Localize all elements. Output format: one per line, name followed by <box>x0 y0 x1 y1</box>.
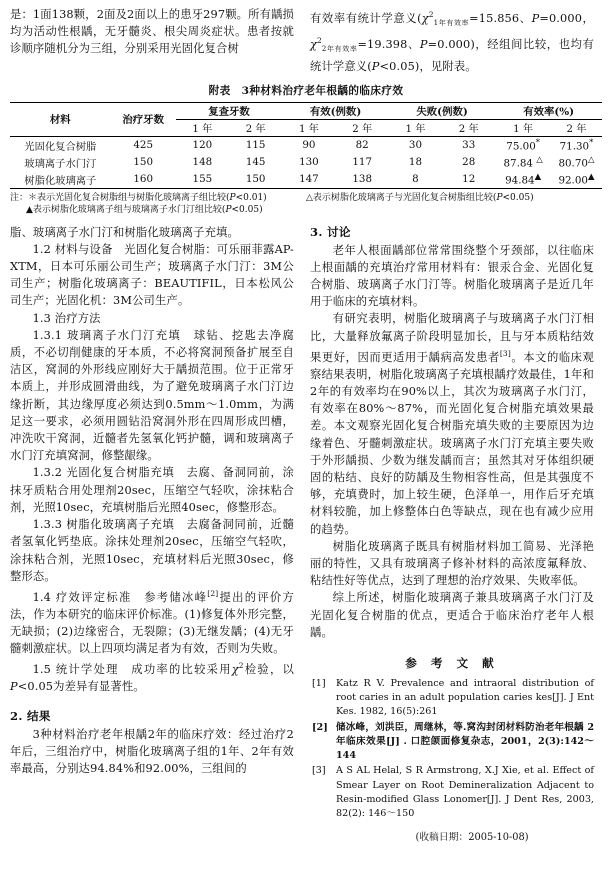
chi-square-symbol-1: χ <box>421 11 429 25</box>
cell-rate-y1 <box>495 171 551 189</box>
rate-value-y2: 71.30 <box>559 140 590 153</box>
cell-effective-y1: 147 <box>299 173 319 186</box>
section-1-5-text-b: 检验，以 <box>243 663 294 677</box>
section-1-3-heading: 1.3 治疗方法 <box>32 311 101 325</box>
section-1-2-materials: 1.2 材料与设备 光固化复合树脂：可乐丽菲露AP-XTM，日本可乐丽公司生产；玻璃离子水门汀：3M公司生产；树脂化玻璃离子：BEAUTIFIL，日本松风公司生产；光固化机：3M公司生产。 <box>10 242 294 308</box>
results-paragraph: 3种材料治疗老年根龋2年的临床疗效：经过治疗2年后，三组治疗中，树脂化玻璃离子组的1年、2年有效率最高，分别达94.84%和92.00%，三组间的 <box>10 727 294 776</box>
table-body <box>10 136 602 188</box>
rate-mark-y2: △ <box>587 154 595 165</box>
cell-failure-y1: 8 <box>412 173 419 186</box>
cell-material: 玻璃离子水门汀 <box>24 157 97 170</box>
chi-square-symbol-2: χ <box>310 37 317 51</box>
stats-text-b: =15.856、 <box>469 11 532 25</box>
section-1-5-text-c: <0.05为差异有显著性。 <box>17 680 145 694</box>
cell-recheck-y1: 120 <box>192 139 213 152</box>
clinical-results-table-block <box>10 83 602 217</box>
cell-effective-y2: 138 <box>352 173 372 186</box>
reference-number: [2] <box>312 721 328 733</box>
cell-effective-y1: 130 <box>299 156 319 169</box>
footnote-1-p: P <box>229 192 236 203</box>
footnote-3-tail: <0.05) <box>502 192 534 203</box>
rate-value-y1: 94.84 <box>505 174 535 187</box>
cell-failure-y2: 33 <box>462 139 476 152</box>
paragraph-continuation: 脂、玻璃离子水门汀和树脂化玻璃离子充填。 <box>10 225 239 239</box>
col-header-material: 材料 <box>49 114 71 127</box>
sub-header-failure-y1: 1 年 <box>405 123 426 135</box>
cell-effective-y2: 82 <box>355 139 369 152</box>
table-row <box>10 136 602 154</box>
cell-rate-y2 <box>551 154 602 171</box>
sub-header-recheck-y2: 2 年 <box>245 123 266 135</box>
table-footnote-2 <box>10 204 602 217</box>
footnote-label: 注： <box>10 192 29 203</box>
sub-header-failure-y2: 2 年 <box>458 123 479 135</box>
rate-value-y2: 92.00 <box>558 174 588 187</box>
rate-mark-y2: ▲ <box>587 171 595 182</box>
cell-recheck-y2: 150 <box>245 173 266 186</box>
received-date: (收稿日期：2005-10-08) <box>415 832 529 844</box>
discussion-paragraph-3: 树脂化玻璃离子既具有树脂材料加工简易、光泽艳丽的特性，又具有玻璃离子修补材料的高浓度氟释放、粘结性好等优点，达到了理想的治疗效果、失败率低。 <box>310 539 594 588</box>
chi-sub-1: 1年有效率 <box>433 19 470 28</box>
rate-mark-y1: ▲ <box>534 171 542 182</box>
left-intro-paragraph: 是：1面138颗，2面及2面以上的患牙297颗。所有龋损均为活动性根龋，无牙髓炎、根尖周炎症状。患者按就诊顺序随机分为三组，分别采用光固化复合树 <box>10 8 294 56</box>
cell-treated: 150 <box>133 156 154 169</box>
right-stats-paragraph <box>310 6 594 76</box>
p-value-label-4: P <box>10 680 18 694</box>
col-group-rate: 有效率(%) <box>495 102 602 119</box>
rate-mark-y2: * <box>589 137 594 148</box>
footnote-1-text: ＊表示光固化复合树脂组与树脂化玻璃离子组比较( <box>28 192 230 203</box>
sub-header-effective-y1: 1 年 <box>298 123 319 135</box>
reference-number: [1] <box>312 678 326 690</box>
top-left-column <box>10 6 294 76</box>
table-caption: 附表 3种材料治疗老年根龋的临床疗效 <box>208 84 404 97</box>
chi-square-symbol-3: χ <box>231 663 239 677</box>
stats-text-a: 有效率有统计学意义( <box>310 11 422 25</box>
reference-text: Katz R V. Prevalence and intraoral distribution of root caries in an adult population caries kes[J]. J Ent Kes. 1982, 16(5):261 <box>336 678 594 718</box>
stats-text-f: <0.05)，见附表。 <box>379 60 477 74</box>
table-footnotes <box>10 192 602 217</box>
list-item <box>310 764 594 821</box>
p-value-label-2: P <box>419 37 428 51</box>
section-1-5 <box>10 657 294 695</box>
list-item <box>310 677 594 720</box>
footnote-1-tail: <0.01) <box>235 192 267 203</box>
rate-value-y1: 87.84 <box>503 157 537 170</box>
citation-ref-3: [3] <box>499 348 511 358</box>
reference-text: A S AL Helal, S R Armstrong, X.J Xie, et al. Effect of Smear Layer on Root Demineralization Adjacent to Resin-modified Glass Lonomer[J]. J Dent Res, 2003, 82(2): 146～150 <box>336 765 594 819</box>
col-group-effective: 有效(例数) <box>282 102 389 119</box>
heading-discussion: 3. 讨论 <box>310 224 351 239</box>
section-1-4 <box>10 585 294 658</box>
references-list <box>310 677 594 821</box>
cell-effective-y1: 90 <box>302 139 316 152</box>
clinical-results-table <box>10 102 602 189</box>
left-column <box>10 224 294 843</box>
chi-exp-1: 2 <box>428 10 434 19</box>
cell-failure-y1: 30 <box>408 139 422 152</box>
cell-material: 光固化复合树脂 <box>24 140 97 153</box>
section-1-3-1: 1.3.1 玻璃离子水门汀充填 球钻、挖匙去净腐质，不必切削健康的牙本质，不必将窝洞预备扩展至自洁区，窝洞的外形线应刚好大于龋损范围。位于正常牙本质上，并形成圆滑曲线，为了避免玻璃离子水门汀边缘折断，其边缘厚度必须达到0.5mm～1.0mm，为满足这一要求，必须用圆钻沿窝洞外形在四周形成凹槽，冲洗吹干窝洞，近髓者先氢氧化钙护髓，调和玻璃离子水门汀充填窝洞，修整龈缘。 <box>10 328 294 463</box>
section-1-3-3: 1.3.3 树脂化玻璃离子充填 去腐备洞同前，近髓者氢氧化钙垫底。涂抹处理剂20sec，压缩空气轻吹，涂抹粘合剂，光照10sec，充填材料后光照30sec，修整形态。 <box>10 518 294 583</box>
cell-recheck-y2: 115 <box>245 139 266 152</box>
cell-recheck-y1: 155 <box>192 173 213 186</box>
main-body-columns <box>10 224 602 843</box>
table-row <box>10 154 602 171</box>
discussion-paragraph-4: 综上所述，树脂化玻璃离子兼具玻璃离子水门汀及光固化复合树脂的优点，更适合于临床治疗老年人根龋。 <box>310 591 594 639</box>
cell-failure-y2: 12 <box>462 173 476 186</box>
rate-value-y2: 80.70 <box>558 157 588 170</box>
cell-treated: 425 <box>133 139 154 152</box>
heading-results: 2. 结果 <box>10 708 51 723</box>
reference-number: [3] <box>312 765 326 777</box>
rate-mark-y1: * <box>535 137 540 148</box>
top-text-band <box>10 6 602 76</box>
cell-recheck-y2: 145 <box>245 156 266 169</box>
footnote-2-p: P <box>225 205 232 216</box>
stats-text-d: =19.398、 <box>357 37 420 51</box>
reference-text: 储冰峰，刘洪臣，周继林，等.窝沟封闭材料防治老年根龋 2 年临床效果[J] . 口腔颌面修复杂志，2001，2(3):142～144 <box>336 721 594 762</box>
citation-ref-2: [2] <box>207 588 219 598</box>
cell-treated: 160 <box>133 173 154 186</box>
col-group-recheck: 复查牙数 <box>176 102 283 119</box>
cell-failure-y1: 18 <box>408 156 422 169</box>
p-value-label-3: P <box>371 60 380 74</box>
discussion-2-text-a: 有研究表明，树脂化玻璃离子与玻璃离子水门汀相比，大量释放氟离子阶段明显加长，且与牙本质粘结效果更好，因而更适用于龋病高发患者 <box>310 312 594 364</box>
sub-header-effective-y2: 2 年 <box>352 123 373 135</box>
footnote-3-p: P <box>496 192 503 203</box>
sub-header-rate-y2: 2 年 <box>566 123 587 135</box>
section-1-5-text-a: 1.5 统计学处理 成功率的比较采用 <box>32 663 232 677</box>
sub-header-recheck-y1: 1 年 <box>192 123 213 135</box>
section-1-4-text-a: 1.4 疗效评定标准 参考储冰峰 <box>32 590 208 604</box>
cell-rate-y1 <box>495 136 551 154</box>
cell-rate-y1 <box>495 154 551 171</box>
p-value-label-1: P <box>531 11 540 25</box>
sub-header-rate-y1: 1 年 <box>513 123 534 135</box>
cell-rate-y2 <box>551 136 602 154</box>
top-right-column <box>310 6 594 76</box>
footnote-2-tail: <0.05) <box>231 205 263 216</box>
rate-value-y1: 75.00 <box>506 140 536 153</box>
footnote-3-text: △表示树脂化玻璃离子与光固化复合树脂组比较( <box>306 192 497 203</box>
cell-material: 树脂化玻璃离子 <box>24 174 97 187</box>
discussion-paragraph-1: 老年人根面龋部位常常围绕整个牙颈部，以往临床上根面龋的充填治疗常用材料有：银汞合金、光固化复合树脂、玻璃离子水门汀等。树脂化玻璃离子是近几年用于临床的充填材料。 <box>310 243 594 309</box>
discussion-2-text-b: 。本文的临床观察结果表明，树脂化玻璃离子充填根龋疗效最佳，1年和2年的有效率均在90%以上，其次为玻璃离子水门汀，有效率在80%～87%，而光固化复合树脂充填效果最差。本文观察光固化复合树脂充填失败的主要原因为边缘着色、牙髓刺激症状。玻璃离子水门汀充填主要失败于外形龋损、少数为继发龋而言；虽然其对牙体组织硬固的粘结、良好的防龋及生物相容性高，但是其强度不够，充填费时，加上较生硬，色泽单一，用作后牙充填材料较脆，加上修整体白色等缺点，现在也有减少应用的趋势。 <box>310 350 594 536</box>
section-1-3-2: 1.3.2 光固化复合树脂充填 去腐、备洞同前，涂抹牙质粘合用处理剂20sec，压缩空气轻吹，涂抹粘合剂，光照10sec，充填树脂后光照40sec，修整形态。 <box>10 466 294 514</box>
footnote-2-text: ▲表示树脂化玻璃离子组与玻璃离子水门汀组比较( <box>26 205 226 216</box>
cell-rate-y2 <box>551 171 602 189</box>
table-footnote-3 <box>306 192 534 205</box>
table-head <box>10 102 602 136</box>
right-column <box>310 224 594 843</box>
stats-text-e: =0.000)，经组间比较，也均有统计学意义( <box>310 37 594 74</box>
stats-text-c: =0.000， <box>539 11 594 25</box>
chi-sub-2: 2年有效率 <box>321 45 358 54</box>
cell-recheck-y1: 148 <box>192 156 213 169</box>
col-group-failure: 失败(例数) <box>389 102 496 119</box>
cell-failure-y2: 28 <box>462 156 476 169</box>
list-item <box>310 721 594 764</box>
discussion-paragraph-2 <box>310 310 594 537</box>
section-1-4-text-b: 提出的评价方法，作为本研究的临床评价标准。(1)修复体外形完整，无缺损；(2)边缘密合，无裂隙；(3)无继发龋；(4)无牙髓刺激症状。以上四项均满足者为有效，否则为失败。 <box>10 590 294 656</box>
chi-exp-2: 2 <box>317 36 322 46</box>
references-heading: 参 考 文 献 <box>405 656 499 671</box>
cell-effective-y2: 117 <box>352 156 372 169</box>
col-header-treated: 治疗牙数 <box>122 114 164 127</box>
table-group-header-row <box>10 102 602 119</box>
chi-exp-3: 2 <box>238 661 244 671</box>
rate-mark-y1: △ <box>536 154 543 165</box>
table-row <box>10 171 602 189</box>
